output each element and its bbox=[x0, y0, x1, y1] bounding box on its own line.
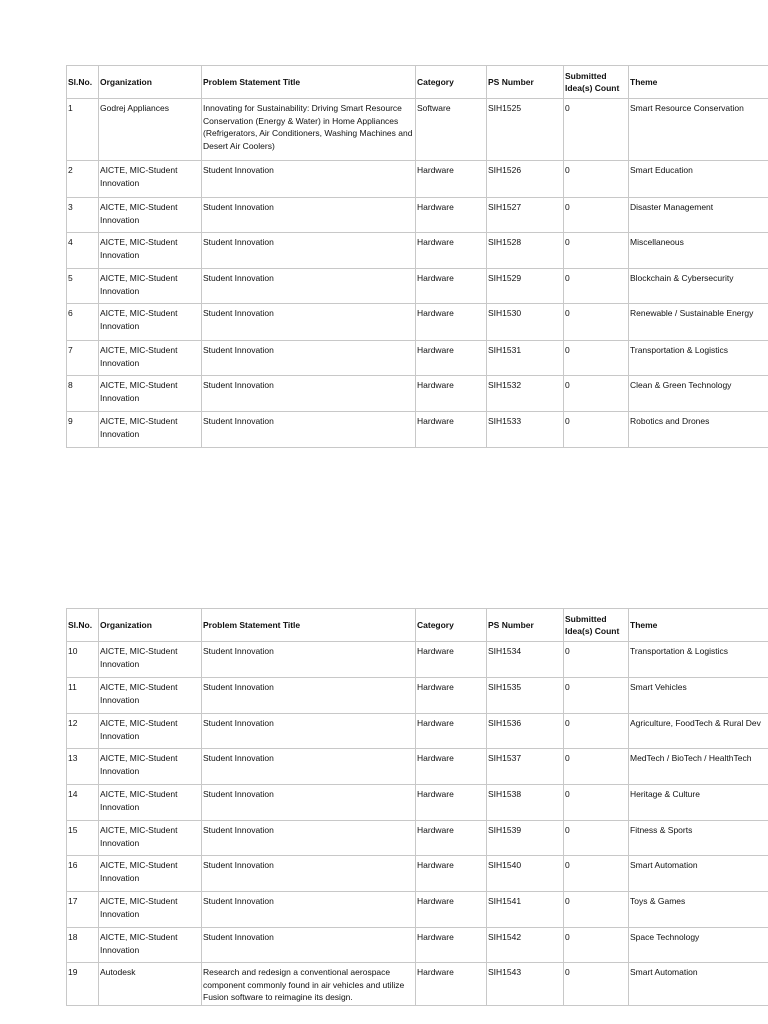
cell-category: Hardware bbox=[416, 198, 487, 233]
cell-problem-statement-title: Student Innovation bbox=[202, 269, 416, 304]
cell-theme: Blockchain & Cybersecurity bbox=[629, 269, 768, 304]
cell-organization: AICTE, MIC-Student Innovation bbox=[99, 198, 202, 233]
table-row bbox=[67, 304, 768, 341]
cell-organization: AICTE, MIC-Student Innovation bbox=[99, 856, 202, 892]
table-row bbox=[67, 856, 768, 892]
cell-theme: Agriculture, FoodTech & Rural Dev bbox=[629, 714, 768, 749]
cell-organization: AICTE, MIC-Student Innovation bbox=[99, 233, 202, 269]
header-theme: Theme bbox=[629, 609, 768, 642]
problem-statements-table-2 bbox=[66, 608, 768, 1006]
cell-theme: Smart Automation bbox=[629, 856, 768, 892]
cell-category: Hardware bbox=[416, 341, 487, 376]
cell-theme: Disaster Management bbox=[629, 198, 768, 233]
cell-ps-number: SIH1539 bbox=[487, 821, 564, 856]
cell-theme: Smart Resource Conservation bbox=[629, 99, 768, 161]
cell-theme: Smart Automation bbox=[629, 963, 768, 1006]
cell-ps-number: SIH1532 bbox=[487, 376, 564, 412]
header-problem-statement-title: Problem Statement Title bbox=[202, 66, 416, 99]
cell-submitted-idea-count: 0 bbox=[564, 198, 629, 233]
cell-organization: AICTE, MIC-Student Innovation bbox=[99, 749, 202, 785]
table-row bbox=[67, 99, 768, 161]
table-row bbox=[67, 892, 768, 928]
cell-theme: Heritage & Culture bbox=[629, 785, 768, 821]
header-ps-number: PS Number bbox=[487, 66, 564, 99]
table-row bbox=[67, 198, 768, 233]
cell-problem-statement-title: Student Innovation bbox=[202, 928, 416, 963]
cell-category: Hardware bbox=[416, 928, 487, 963]
cell-theme: Fitness & Sports bbox=[629, 821, 768, 856]
cell-sl-no: 2 bbox=[67, 161, 99, 198]
cell-sl-no: 10 bbox=[67, 642, 99, 678]
cell-problem-statement-title: Student Innovation bbox=[202, 376, 416, 412]
table-row bbox=[67, 928, 768, 963]
cell-category: Hardware bbox=[416, 233, 487, 269]
cell-ps-number: SIH1530 bbox=[487, 304, 564, 341]
cell-theme: Space Technology bbox=[629, 928, 768, 963]
cell-ps-number: SIH1537 bbox=[487, 749, 564, 785]
cell-organization: AICTE, MIC-Student Innovation bbox=[99, 376, 202, 412]
table-header-row bbox=[67, 609, 768, 642]
cell-submitted-idea-count: 0 bbox=[564, 642, 629, 678]
cell-category: Hardware bbox=[416, 678, 487, 714]
cell-submitted-idea-count: 0 bbox=[564, 161, 629, 198]
cell-category: Hardware bbox=[416, 785, 487, 821]
cell-theme: Miscellaneous bbox=[629, 233, 768, 269]
table-row bbox=[67, 963, 768, 1006]
cell-category: Software bbox=[416, 99, 487, 161]
header-submitted-idea-count: Submitted Idea(s) Count bbox=[564, 66, 629, 99]
cell-problem-statement-title: Student Innovation bbox=[202, 233, 416, 269]
cell-theme: MedTech / BioTech / HealthTech bbox=[629, 749, 768, 785]
cell-category: Hardware bbox=[416, 161, 487, 198]
cell-ps-number: SIH1525 bbox=[487, 99, 564, 161]
cell-theme: Smart Education bbox=[629, 161, 768, 198]
cell-submitted-idea-count: 0 bbox=[564, 892, 629, 928]
cell-submitted-idea-count: 0 bbox=[564, 99, 629, 161]
cell-sl-no: 5 bbox=[67, 269, 99, 304]
cell-sl-no: 11 bbox=[67, 678, 99, 714]
cell-submitted-idea-count: 0 bbox=[564, 341, 629, 376]
cell-sl-no: 7 bbox=[67, 341, 99, 376]
cell-organization: AICTE, MIC-Student Innovation bbox=[99, 892, 202, 928]
table-row bbox=[67, 821, 768, 856]
cell-sl-no: 6 bbox=[67, 304, 99, 341]
cell-organization: AICTE, MIC-Student Innovation bbox=[99, 821, 202, 856]
header-organization: Organization bbox=[99, 609, 202, 642]
cell-ps-number: SIH1538 bbox=[487, 785, 564, 821]
cell-organization: Godrej Appliances bbox=[99, 99, 202, 161]
cell-theme: Robotics and Drones bbox=[629, 412, 768, 448]
cell-theme: Smart Vehicles bbox=[629, 678, 768, 714]
header-problem-statement-title: Problem Statement Title bbox=[202, 609, 416, 642]
cell-theme: Transportation & Logistics bbox=[629, 642, 768, 678]
cell-sl-no: 9 bbox=[67, 412, 99, 448]
cell-sl-no: 1 bbox=[67, 99, 99, 161]
header-organization: Organization bbox=[99, 66, 202, 99]
cell-problem-statement-title: Student Innovation bbox=[202, 161, 416, 198]
cell-problem-statement-title: Student Innovation bbox=[202, 749, 416, 785]
table-header-row bbox=[67, 66, 768, 99]
cell-organization: AICTE, MIC-Student Innovation bbox=[99, 269, 202, 304]
cell-problem-statement-title: Student Innovation bbox=[202, 785, 416, 821]
cell-ps-number: SIH1529 bbox=[487, 269, 564, 304]
cell-problem-statement-title: Student Innovation bbox=[202, 856, 416, 892]
cell-problem-statement-title: Student Innovation bbox=[202, 821, 416, 856]
cell-sl-no: 13 bbox=[67, 749, 99, 785]
cell-category: Hardware bbox=[416, 892, 487, 928]
cell-sl-no: 18 bbox=[67, 928, 99, 963]
cell-submitted-idea-count: 0 bbox=[564, 856, 629, 892]
cell-ps-number: SIH1536 bbox=[487, 714, 564, 749]
cell-organization: AICTE, MIC-Student Innovation bbox=[99, 785, 202, 821]
cell-category: Hardware bbox=[416, 304, 487, 341]
cell-category: Hardware bbox=[416, 821, 487, 856]
cell-theme: Renewable / Sustainable Energy bbox=[629, 304, 768, 341]
cell-organization: AICTE, MIC-Student Innovation bbox=[99, 161, 202, 198]
cell-submitted-idea-count: 0 bbox=[564, 749, 629, 785]
cell-sl-no: 3 bbox=[67, 198, 99, 233]
table-row bbox=[67, 412, 768, 448]
cell-category: Hardware bbox=[416, 963, 487, 1006]
cell-organization: Autodesk bbox=[99, 963, 202, 1006]
cell-problem-statement-title: Student Innovation bbox=[202, 412, 416, 448]
header-sl-no: Sl.No. bbox=[67, 609, 99, 642]
cell-sl-no: 4 bbox=[67, 233, 99, 269]
cell-problem-statement-title: Student Innovation bbox=[202, 892, 416, 928]
cell-submitted-idea-count: 0 bbox=[564, 233, 629, 269]
header-category: Category bbox=[416, 609, 487, 642]
cell-ps-number: SIH1526 bbox=[487, 161, 564, 198]
table-row bbox=[67, 642, 768, 678]
table-row bbox=[67, 161, 768, 198]
cell-sl-no: 15 bbox=[67, 821, 99, 856]
cell-submitted-idea-count: 0 bbox=[564, 821, 629, 856]
cell-problem-statement-title: Student Innovation bbox=[202, 714, 416, 749]
cell-ps-number: SIH1543 bbox=[487, 963, 564, 1006]
cell-submitted-idea-count: 0 bbox=[564, 269, 629, 304]
cell-submitted-idea-count: 0 bbox=[564, 376, 629, 412]
cell-organization: AICTE, MIC-Student Innovation bbox=[99, 642, 202, 678]
cell-ps-number: SIH1531 bbox=[487, 341, 564, 376]
cell-ps-number: SIH1528 bbox=[487, 233, 564, 269]
cell-category: Hardware bbox=[416, 749, 487, 785]
cell-category: Hardware bbox=[416, 714, 487, 749]
cell-submitted-idea-count: 0 bbox=[564, 714, 629, 749]
cell-submitted-idea-count: 0 bbox=[564, 678, 629, 714]
cell-submitted-idea-count: 0 bbox=[564, 304, 629, 341]
cell-problem-statement-title: Innovating for Sustainability: Driving Smart Resource Conservation (Energy & Water) in Home Appliances (Refrigerators, Air Conditioners, Washing Machines and Desert Air Coolers) bbox=[202, 99, 416, 161]
cell-ps-number: SIH1542 bbox=[487, 928, 564, 963]
cell-problem-statement-title: Student Innovation bbox=[202, 678, 416, 714]
cell-problem-statement-title: Student Innovation bbox=[202, 642, 416, 678]
cell-category: Hardware bbox=[416, 412, 487, 448]
table-row bbox=[67, 714, 768, 749]
table-row bbox=[67, 785, 768, 821]
table-row bbox=[67, 376, 768, 412]
table-row bbox=[67, 341, 768, 376]
cell-organization: AICTE, MIC-Student Innovation bbox=[99, 714, 202, 749]
cell-problem-statement-title: Student Innovation bbox=[202, 341, 416, 376]
cell-submitted-idea-count: 0 bbox=[564, 785, 629, 821]
cell-category: Hardware bbox=[416, 856, 487, 892]
cell-sl-no: 16 bbox=[67, 856, 99, 892]
cell-problem-statement-title: Student Innovation bbox=[202, 198, 416, 233]
cell-organization: AICTE, MIC-Student Innovation bbox=[99, 928, 202, 963]
header-ps-number: PS Number bbox=[487, 609, 564, 642]
cell-category: Hardware bbox=[416, 376, 487, 412]
cell-problem-statement-title: Student Innovation bbox=[202, 304, 416, 341]
table-row bbox=[67, 749, 768, 785]
cell-problem-statement-title: Research and redesign a conventional aerospace component commonly found in air vehicles and utilize Fusion software to reimagine its design. bbox=[202, 963, 416, 1006]
table-row bbox=[67, 678, 768, 714]
cell-ps-number: SIH1533 bbox=[487, 412, 564, 448]
cell-submitted-idea-count: 0 bbox=[564, 412, 629, 448]
cell-sl-no: 8 bbox=[67, 376, 99, 412]
problem-statements-table-1 bbox=[66, 65, 768, 448]
cell-theme: Toys & Games bbox=[629, 892, 768, 928]
cell-sl-no: 19 bbox=[67, 963, 99, 1006]
cell-ps-number: SIH1540 bbox=[487, 856, 564, 892]
cell-organization: AICTE, MIC-Student Innovation bbox=[99, 412, 202, 448]
cell-submitted-idea-count: 0 bbox=[564, 963, 629, 1006]
cell-organization: AICTE, MIC-Student Innovation bbox=[99, 304, 202, 341]
cell-theme: Clean & Green Technology bbox=[629, 376, 768, 412]
cell-organization: AICTE, MIC-Student Innovation bbox=[99, 341, 202, 376]
header-submitted-idea-count: Submitted Idea(s) Count bbox=[564, 609, 629, 642]
table-row bbox=[67, 233, 768, 269]
cell-sl-no: 14 bbox=[67, 785, 99, 821]
cell-ps-number: SIH1541 bbox=[487, 892, 564, 928]
cell-ps-number: SIH1535 bbox=[487, 678, 564, 714]
cell-theme: Transportation & Logistics bbox=[629, 341, 768, 376]
cell-category: Hardware bbox=[416, 269, 487, 304]
cell-ps-number: SIH1527 bbox=[487, 198, 564, 233]
cell-organization: AICTE, MIC-Student Innovation bbox=[99, 678, 202, 714]
cell-submitted-idea-count: 0 bbox=[564, 928, 629, 963]
table-row bbox=[67, 269, 768, 304]
cell-category: Hardware bbox=[416, 642, 487, 678]
cell-sl-no: 12 bbox=[67, 714, 99, 749]
header-sl-no: Sl.No. bbox=[67, 66, 99, 99]
cell-sl-no: 17 bbox=[67, 892, 99, 928]
cell-ps-number: SIH1534 bbox=[487, 642, 564, 678]
header-theme: Theme bbox=[629, 66, 768, 99]
header-category: Category bbox=[416, 66, 487, 99]
